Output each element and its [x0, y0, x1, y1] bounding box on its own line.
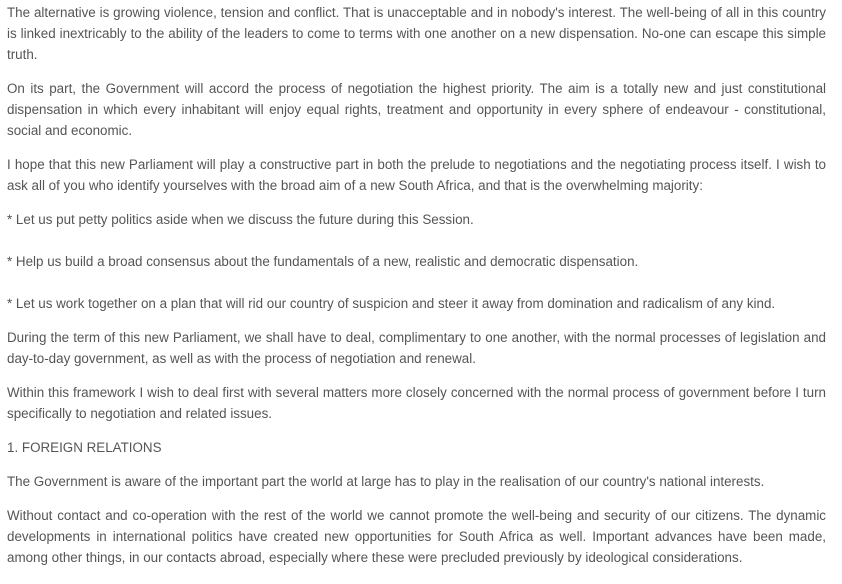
paragraph-framework: Within this framework I wish to deal first with several matters more closely concerned with the normal process of government before I turn specifically to negotiation and related issues.: [7, 385, 826, 421]
section-heading-foreign-relations: 1. FOREIGN RELATIONS: [7, 440, 162, 455]
paragraph-term-of-parliament: During the term of this new Parliament, we shall have to deal, complimentary to one another, with the normal processes of legislation and day-to-day government, as well as with the process of negotiation and renewal.: [7, 330, 826, 366]
paragraph-government-aware: The Government is aware of the important part the world at large has to play in the realisation of our country's national interests.: [7, 474, 765, 489]
paragraph-negotiation-priority: On its part, the Government will accord the process of negotiation the highest priority. The aim is a totally new and just constitutional dispensation in which every inhabitant will enjoy equal rights, treatment and opportunity in every sphere of endeavour - constitutional, social and economic.: [7, 81, 826, 138]
bullet-work-together: * Let us work together on a plan that will rid our country of suspicion and steer it away from domination and radicalism of any kind.: [7, 296, 776, 311]
paragraph-without-contact: Without contact and co-operation with the rest of the world we cannot promote the well-being and security of our citizens. The dynamic developments in international politics have created new opportunities for South Africa as well. Important advances have been made, among other things, in our contacts abroad, especially where these were precluded previously by ideological considerations.: [7, 508, 826, 565]
bullet-broad-consensus: * Help us build a broad consensus about the fundamentals of a new, realistic and democratic dispensation.: [7, 254, 639, 269]
paragraph-violence: The alternative is growing violence, tension and conflict. That is unacceptable and in nobody's interest. The well-being of all in this country is linked inextricably to the ability of the leaders to come to terms with one another on a new dispensation. No-one can escape this simple truth.: [7, 5, 826, 62]
paragraph-parliament-hope: I hope that this new Parliament will play a constructive part in both the prelude to negotiations and the negotiating process itself. I wish to ask all of you who identify yourselves with the broad aim of a new South Africa, and that is the overwhelming majority:: [7, 157, 826, 193]
bullet-petty-politics: * Let us put petty politics aside when we discuss the future during this Session.: [7, 212, 474, 227]
